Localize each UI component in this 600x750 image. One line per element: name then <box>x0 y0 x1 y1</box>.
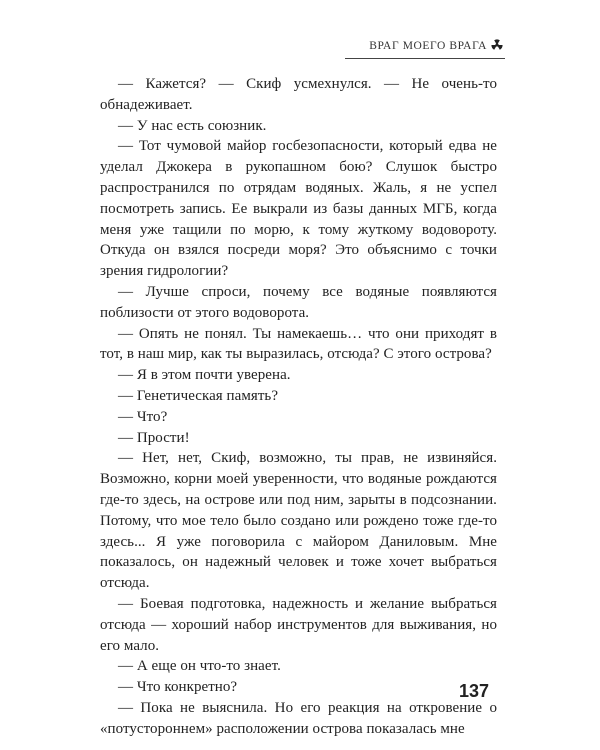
running-header-title: ВРАГ МОЕГО ВРАГА <box>369 40 487 52</box>
paragraph: — Опять не понял. Ты намекаешь… что они приходят в тот, в наш мир, как ты выразилась, отсюда? С этого острова? <box>100 325 497 363</box>
paragraph: — Кажется? — Скиф усмехнулся. — Не очень-то обнадеживает. <box>100 76 497 113</box>
paragraph: — Генетическая память? <box>118 387 279 404</box>
page-number: 137 <box>459 681 490 701</box>
paragraph: — Пока не выяснила. Но его реакция на откровение о «потустороннем» расположении острова показалась мне <box>100 699 497 737</box>
paragraph: — А еще он что-то знает. <box>118 658 281 675</box>
running-header <box>345 36 505 60</box>
body-text <box>100 74 497 740</box>
paragraph: — Боевая подготовка, надежность и желание выбраться отсюда — хороший набор инструментов для выживания, но его мало. <box>100 595 497 654</box>
paragraph: — У нас есть союзник. <box>118 117 267 134</box>
header-rule <box>345 58 505 59</box>
paragraph: — Тот чумовой майор госбезопасности, который едва не уделал Джокера в рукопашном бою? Слушок быстро распространился по отрядам водяных. Жаль, я не успел посмотреть запись. Ее выкрали из базы данных МГБ, когда меня уже тащили по морю, к тому жуткому водовороту. Откуда он взялся посреди моря? Это объяснимо с точки зрения гидрологии? <box>100 138 497 280</box>
paragraph: — Я в этом почти уверена. <box>118 367 291 384</box>
paragraph: — Лучше спроси, почему все водяные появляются поблизости от этого водоворота. <box>100 283 497 321</box>
paragraph: — Нет, нет, Скиф, возможно, ты прав, не извиняйся. Возможно, корни моей уверенности, что водяные рождаются где-то здесь, на острове или под ним, зарыты в подсознании. Потому, что мое тело было создано или рождено тоже где-то здесь... Я уже поговорила с майором Даниловым. Мне показалось, он надежный человек и тоже хочет выбраться отсюда. <box>100 450 497 592</box>
paragraph: — Прости! <box>118 429 190 446</box>
paragraph: — Что? <box>118 408 168 425</box>
radiation-trefoil-icon <box>489 38 505 54</box>
paragraph: — Что конкретно? <box>118 679 238 696</box>
